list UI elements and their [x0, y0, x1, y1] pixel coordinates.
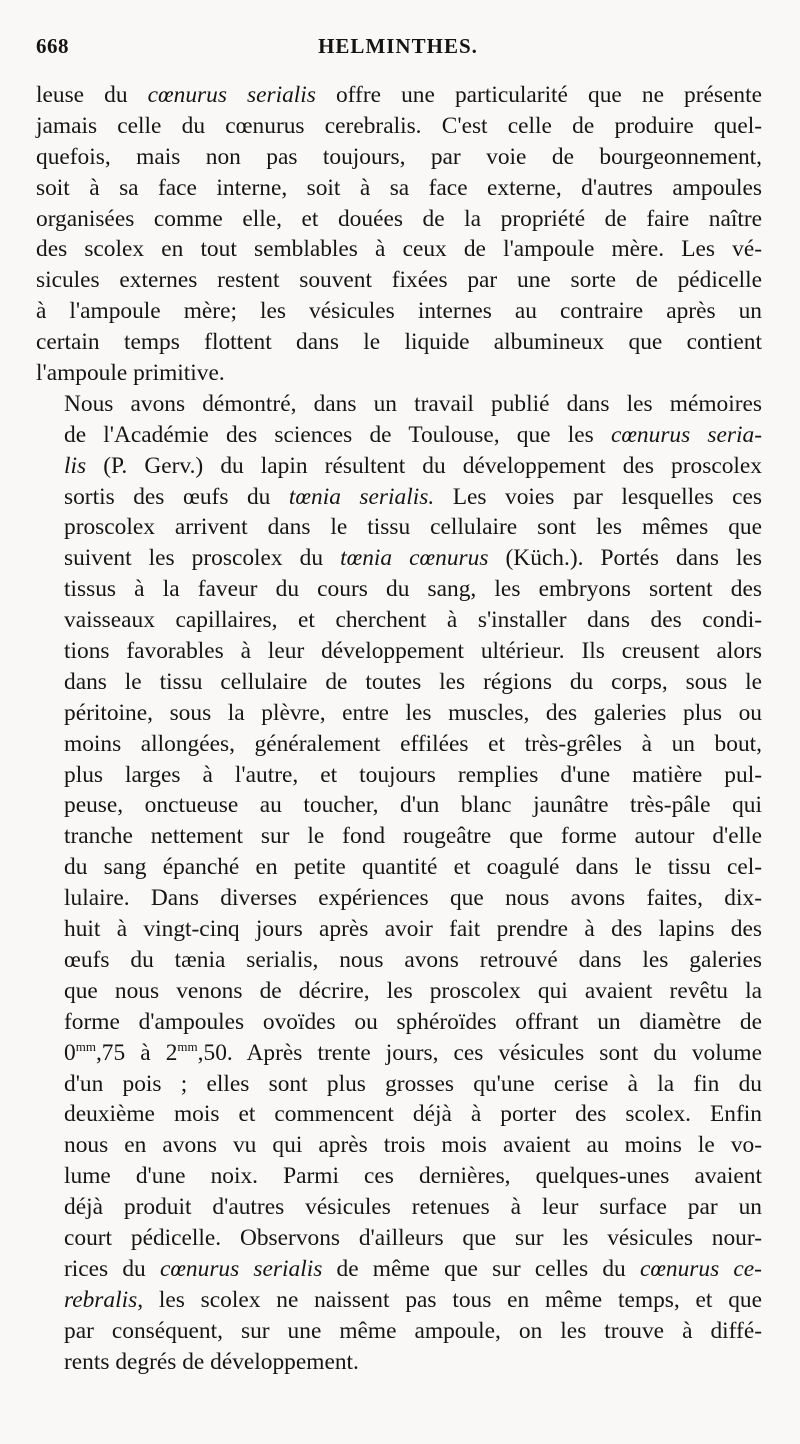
italic-term: cœnurus serialis	[159, 1255, 323, 1282]
page-number: 668	[36, 34, 69, 58]
text-line: tions favorables à leur développement ultérieur. Ils creusent alors	[64, 638, 762, 665]
unit-superscript: mm	[75, 1038, 96, 1054]
italic-term: cœnurus serialis	[147, 82, 316, 108]
text-line: huit à vingt-cinq jours après avoir fait prendre à des lapins des	[64, 916, 762, 943]
text-line: quefois, mais non pas toujours, par voie de bourgeonnement,	[36, 143, 762, 170]
text-line: rebralis, les scolex ne naissent pas tous en même temps, et que	[64, 1286, 762, 1313]
text-line: forme d'ampoules ovoïdes ou sphéroïdes offrant un diamètre de	[64, 1008, 762, 1035]
text-line: lume d'une noix. Parmi ces dernières, quelques-unes avaient	[64, 1163, 762, 1190]
text-line: lulaire. Dans diverses expériences que nous avons faites, dix-	[64, 885, 762, 912]
text-line: Nous avons démontré, dans un travail publié dans les mémoires	[64, 390, 762, 417]
text-line: dans le tissu cellulaire de toutes les régions du corps, sous le	[64, 668, 762, 695]
italic-term: cœnurus seria-	[610, 421, 762, 448]
paragraph	[36, 389, 762, 1378]
text-line: déjà produit d'autres vésicules retenues à leur surface par un	[64, 1194, 762, 1221]
italic-term: lis	[64, 452, 87, 479]
text-line: suivent les proscolex du tœnia cœnurus (Küch.). Portés dans les	[64, 545, 762, 572]
text-line: peuse, onctueuse au toucher, d'un blanc jaunâtre très-pâle qui	[64, 792, 762, 819]
italic-term: rebralis	[64, 1286, 138, 1313]
italic-term: tœnia cœnurus	[340, 545, 489, 572]
text-line: d'un pois ; elles sont plus grosses qu'une cerise à la fin du	[64, 1070, 762, 1097]
body-text	[36, 80, 762, 1377]
text-line: du sang épanché en petite quantité et coagulé dans le tissu cel-	[64, 854, 762, 881]
text-line: rices du cœnurus serialis de même que sur celles du cœnurus ce-	[64, 1255, 762, 1282]
text-line: certain temps flottent dans le liquide albumineux que contient	[36, 329, 762, 356]
text-line: sicules externes restent souvent fixées par une sorte de pédicelle	[36, 267, 762, 294]
text-line: moins allongées, généralement effilées et très-grêles à un bout,	[64, 730, 762, 757]
text-line: œufs du tænia serialis, nous avons retrouvé dans les galeries	[64, 946, 762, 973]
text-line: de l'Académie des sciences de Toulouse, que les cœnurus seria-	[64, 421, 762, 448]
text-line: nous en avons vu qui après trois mois avaient au moins le vo-	[64, 1132, 762, 1159]
text-line: lis (P. Gerv.) du lapin résultent du développement des proscolex	[64, 452, 762, 479]
text-line: jamais celle du cœnurus cerebralis. C'est celle de produire quel-	[36, 112, 762, 139]
text-line: $0^{mm},75$ à $2^{mm},50$. Après trente jours, ces vésicules sont du volume	[64, 1038, 762, 1066]
text-line: proscolex arrivent dans le tissu cellulaire sont les mêmes que	[64, 514, 762, 541]
text-line: à l'ampoule mère; les vésicules internes au contraire après un	[36, 298, 762, 325]
text-line: sortis des œufs du tœnia serialis. Les voies par lesquelles ces	[64, 483, 762, 510]
text-line: vaisseaux capillaires, et cherchent à s'installer dans des condi-	[64, 607, 762, 634]
text-line: deuxième mois et commencent déjà à porter des scolex. Enfin	[64, 1101, 762, 1128]
text-line: court pédicelle. Observons d'ailleurs que sur les vésicules nour-	[64, 1224, 762, 1251]
text-line: tranche nettement sur le fond rougeâtre que forme autour d'elle	[64, 823, 762, 850]
italic-term: cœnurus ce-	[639, 1255, 762, 1282]
text-line: tissus à la faveur du cours du sang, les embryons sortent des	[64, 576, 762, 603]
text-line: des scolex en tout semblables à ceux de l'ampoule mère. Les vé-	[36, 236, 762, 263]
text-line: soit à sa face interne, soit à sa face externe, d'autres ampoules	[36, 174, 762, 201]
text-line: rents degrés de développement.	[64, 1348, 359, 1375]
text-line: plus larges à l'autre, et toujours remplies d'une matière pul-	[64, 761, 762, 788]
italic-term: tœnia serialis.	[288, 483, 435, 510]
running-title: HELMINTHES.	[318, 34, 478, 58]
text-line: que nous venons de décrire, les proscolex qui avaient revêtu la	[64, 977, 762, 1004]
paragraph	[36, 80, 762, 389]
text-line: l'ampoule primitive.	[36, 360, 225, 387]
unit-superscript: mm	[177, 1038, 198, 1054]
text-line: par conséquent, sur une même ampoule, on les trouve à diffé-	[64, 1317, 762, 1344]
text-line: organisées comme elle, et douées de la propriété de faire naître	[36, 205, 762, 232]
text-line: leuse du cœnurus serialis offre une particularité que ne présente	[36, 82, 762, 108]
running-head	[36, 34, 760, 62]
text-line: péritoine, sous la plèvre, entre les muscles, des galeries plus ou	[64, 699, 762, 726]
